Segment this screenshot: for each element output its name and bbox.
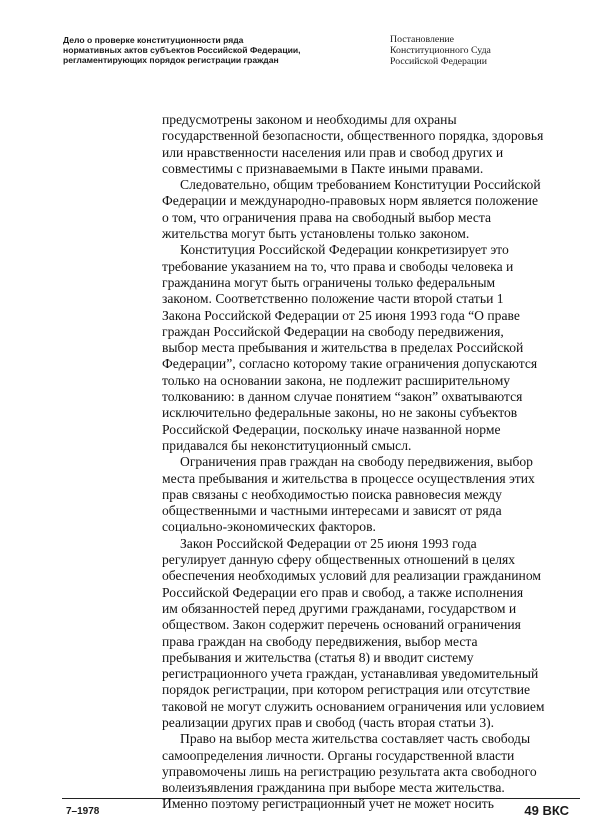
text-line: Федерации и международно-правовых норм является положение [162, 193, 538, 209]
text-line: законом. Соответственно положение части второй статьи 1 [162, 291, 504, 307]
paragraph [162, 177, 572, 242]
text-line: реализации других прав и свобод (часть вторая статьи 3). [162, 714, 495, 730]
text-line: граждан Российской Федерации на свободу передвижения, [162, 323, 504, 339]
text-line: Право на выбор места жительства составляет часть свободы [180, 731, 531, 747]
header-document-type-line: Постановление [390, 34, 455, 45]
text-line: им обязанностей перед другими гражданами, государством и [162, 600, 517, 616]
footer-page-number: 49 ВКС [524, 803, 569, 818]
text-line: волеизъявления гражданина при выборе места жительства. [162, 780, 505, 796]
text-line: Российской Федерации, поскольку иначе названной норме [162, 421, 501, 437]
text-line: жительства могут быть установлены только законом. [162, 226, 470, 242]
text-line: места пребывания и жительства в процессе осуществления этих [162, 470, 535, 486]
text-line: Закон Российской Федерации от 25 июня 1993 года [180, 535, 477, 551]
text-line: выбор места пребывания и жительства в пределах Российской [162, 340, 524, 356]
text-line: Ограничения прав граждан на свободу передвижения, выбор [180, 454, 533, 470]
text-line: Российской Федерации его прав и свобод, а также исполнения [162, 584, 524, 600]
footer-signature-mark: 7–1978 [66, 806, 100, 817]
text-line: только на основании закона, не подлежит расширительному [162, 372, 511, 388]
text-line: толкованию: в данном случае понятием “закон” охватываются [162, 389, 523, 405]
paragraph [162, 112, 572, 177]
text-line: таковой не могут служить основанием ограничения или условием [162, 698, 545, 714]
document-body [162, 112, 572, 813]
text-line: самоопределения личности. Органы государственной власти [162, 747, 515, 763]
text-line: общественными и частными интересами и зависят от ряда [162, 503, 502, 519]
header-document-type-line: Российской Федерации [390, 56, 487, 67]
text-line: права граждан на свободу передвижения, выбор места [162, 633, 478, 649]
text-line: придавался бы неконституционный смысл. [162, 437, 412, 453]
header-case-title-line: регламентирующих порядок регистрации граждан [63, 55, 279, 65]
text-line: обеспечения необходимых условий для реализации гражданином [162, 568, 541, 584]
text-line: регистрационного учета граждан, устанавливая уведомительный [162, 666, 539, 682]
text-line: пребывания и жительства (статья 8) и вводит систему [162, 649, 474, 665]
text-line: о том, что ограничения права на свободный выбор места [162, 209, 492, 225]
header-case-title-line: нормативных актов субъектов Российской Федерации, [63, 45, 301, 55]
text-line: обществом. Закон содержит перечень оснований ограничения [162, 617, 521, 633]
text-line: Закона Российской Федерации от 25 июня 1993 года “О праве [162, 307, 520, 323]
paragraph [162, 454, 572, 535]
text-line: Следовательно, общим требованием Конституции Российской [180, 177, 541, 193]
text-line: регулирует данную сферу общественных отношений в целях [162, 552, 516, 568]
text-line: прав связаны с необходимостью поиска равновесия между [162, 486, 502, 502]
text-line: управомочены лишь на регистрацию результата акта свободного [162, 763, 537, 779]
text-line: совместимы с признаваемыми в Пакте иными правами. [162, 160, 484, 176]
header-case-title [63, 35, 363, 65]
text-line: предусмотрены законом и необходимы для охраны [162, 112, 457, 127]
paragraph [162, 731, 572, 812]
text-line: социально-экономических факторов. [162, 519, 376, 535]
text-line: Конституция Российской Федерации конкретизирует это [180, 242, 509, 258]
footer-divider [62, 798, 580, 799]
text-line: государственной безопасности, общественного порядка, здоровья [162, 128, 544, 144]
text-line: Федерации”, согласно которому такие ограничения допускаются [162, 356, 538, 372]
text-line: порядок регистрации, при котором регистрация или отсутствие [162, 682, 531, 698]
text-line: гражданина могут быть ограничены только федеральным [162, 274, 496, 290]
text-line: Именно поэтому регистрационный учет не может носить [162, 796, 494, 812]
text-line: или нравственности населения или прав и свобод других и [162, 144, 504, 160]
header-document-type-line: Конституционного Суда [390, 45, 491, 56]
text-line: исключительно федеральные законы, но не законы субъектов [162, 405, 518, 421]
header-document-type [390, 34, 580, 67]
text-line: требование указанием на то, что права и свободы человека и [162, 258, 514, 274]
paragraph [162, 242, 572, 454]
paragraph [162, 536, 572, 732]
header-case-title-line: Дело о проверке конституционности ряда [63, 35, 244, 45]
